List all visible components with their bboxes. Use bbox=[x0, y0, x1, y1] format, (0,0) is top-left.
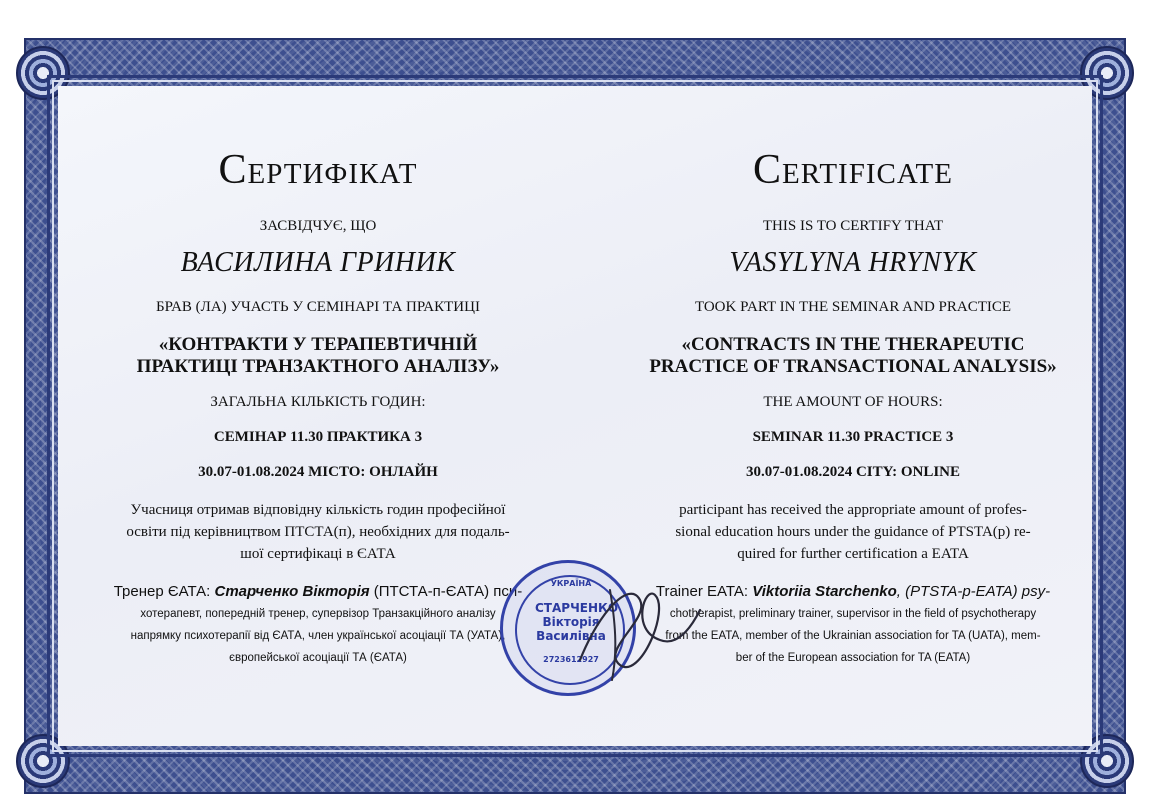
trainer-line: європейської асоціації ТА (ЄАТА) bbox=[229, 652, 407, 664]
description-line: Учасниця отримав відповідну кількість годин професійної bbox=[130, 502, 506, 518]
certifies-text-uk: ЗАСВІДЧУЄ, ЩО bbox=[259, 218, 377, 234]
description-en bbox=[598, 499, 1108, 565]
course-title-line: «КОНТРАКТИ У ТЕРАПЕВТИЧНІЙ bbox=[158, 334, 478, 355]
trainer-name: Старченко Вікторія bbox=[214, 583, 370, 600]
description-line: participant has received the appropriate amount of profes- bbox=[679, 502, 1027, 518]
trainer-line: chotherapist, preliminary trainer, supervisor in the field of psychotherapy bbox=[669, 608, 1037, 620]
stamp-number: 2723612927 bbox=[543, 655, 599, 664]
certificate-title-uk: Сертифікат bbox=[218, 147, 418, 193]
course-title-line: PRACTICE OF TRANSACTIONAL ANALYSIS» bbox=[649, 356, 1057, 377]
signature-icon bbox=[560, 570, 710, 690]
ukrainian-column bbox=[58, 86, 578, 669]
description-uk bbox=[58, 499, 578, 565]
trainer-prefix: Trainer EATA: bbox=[655, 583, 753, 600]
hours-label-en: THE AMOUNT OF HOURS: bbox=[763, 394, 943, 410]
course-title-en bbox=[598, 334, 1108, 378]
trainer-name: Viktoriia Starchenko bbox=[752, 583, 897, 600]
course-title-line: «CONTRACTS IN THE THERAPEUTIC bbox=[681, 334, 1025, 355]
hours-value-uk: СЕМІНАР 11.30 ПРАКТИКА 3 bbox=[213, 429, 423, 445]
description-line: sional education hours under the guidance of PTSTA(p) re- bbox=[675, 524, 1031, 540]
trainer-prefix: Тренер ЄАТА: bbox=[113, 583, 215, 600]
hours-label-uk: ЗАГАЛЬНА КІЛЬКІСТЬ ГОДИН: bbox=[210, 394, 426, 410]
trainer-suffix: , (PTSTA-p-EATA) psy- bbox=[896, 583, 1051, 600]
trainer-line bbox=[58, 581, 578, 603]
stamp-name-line: СТАРЧЕНКО bbox=[535, 601, 619, 615]
recipient-name-uk: ВАСИЛИНА ГРИНИК bbox=[180, 247, 456, 278]
description-line: quired for further certification a EATA bbox=[737, 546, 969, 562]
date-city-uk: 30.07-01.08.2024 МІСТО: ОНЛАЙН bbox=[198, 464, 438, 480]
certificate-title-en: Certificate bbox=[753, 147, 953, 193]
participated-text-en: TOOK PART IN THE SEMINAR AND PRACTICE bbox=[694, 299, 1012, 315]
trainer-line: from the EATA, member of the Ukrainian association for TA (UATA), mem- bbox=[665, 630, 1041, 642]
trainer-line: хотерапевт, попередній тренер, супервізор Транзакційного аналізу bbox=[140, 608, 496, 620]
hours-value-en: SEMINAR 11.30 PRACTICE 3 bbox=[752, 429, 954, 445]
stamp-top-text: УКРАЇНА bbox=[550, 579, 592, 588]
recipient-name-en: VASYLYNA HRYNYK bbox=[729, 247, 977, 278]
description-line: освіти під керівництвом ПТСТА(п), необхідних для подаль- bbox=[126, 524, 510, 540]
certifies-text-en: THIS IS TO CERTIFY THAT bbox=[762, 218, 944, 234]
stamp-name-line: Василівна bbox=[536, 629, 606, 643]
trainer-line: напрямку психотерапії від ЄАТА, член української асоціації ТА (УАТА), bbox=[130, 630, 506, 642]
trainer-line: ber of the European association for TA (EATA) bbox=[735, 652, 971, 664]
participated-text-uk: БРАВ (ЛА) УЧАСТЬ У СЕМІНАРІ ТА ПРАКТИЦІ bbox=[156, 299, 480, 315]
course-title-uk bbox=[58, 334, 578, 378]
course-title-line: ПРАКТИЦІ ТРАНЗАКТНОГО АНАЛІЗУ» bbox=[136, 356, 500, 377]
trainer-suffix: (ПТСТА-п-ЄАТА) пси- bbox=[369, 583, 523, 600]
date-city-en: 30.07-01.08.2024 CITY: ONLINE bbox=[745, 464, 961, 480]
stamp-name-line: Вікторія bbox=[542, 615, 600, 629]
description-line: шої сертифікаці в ЄАТА bbox=[240, 546, 396, 562]
